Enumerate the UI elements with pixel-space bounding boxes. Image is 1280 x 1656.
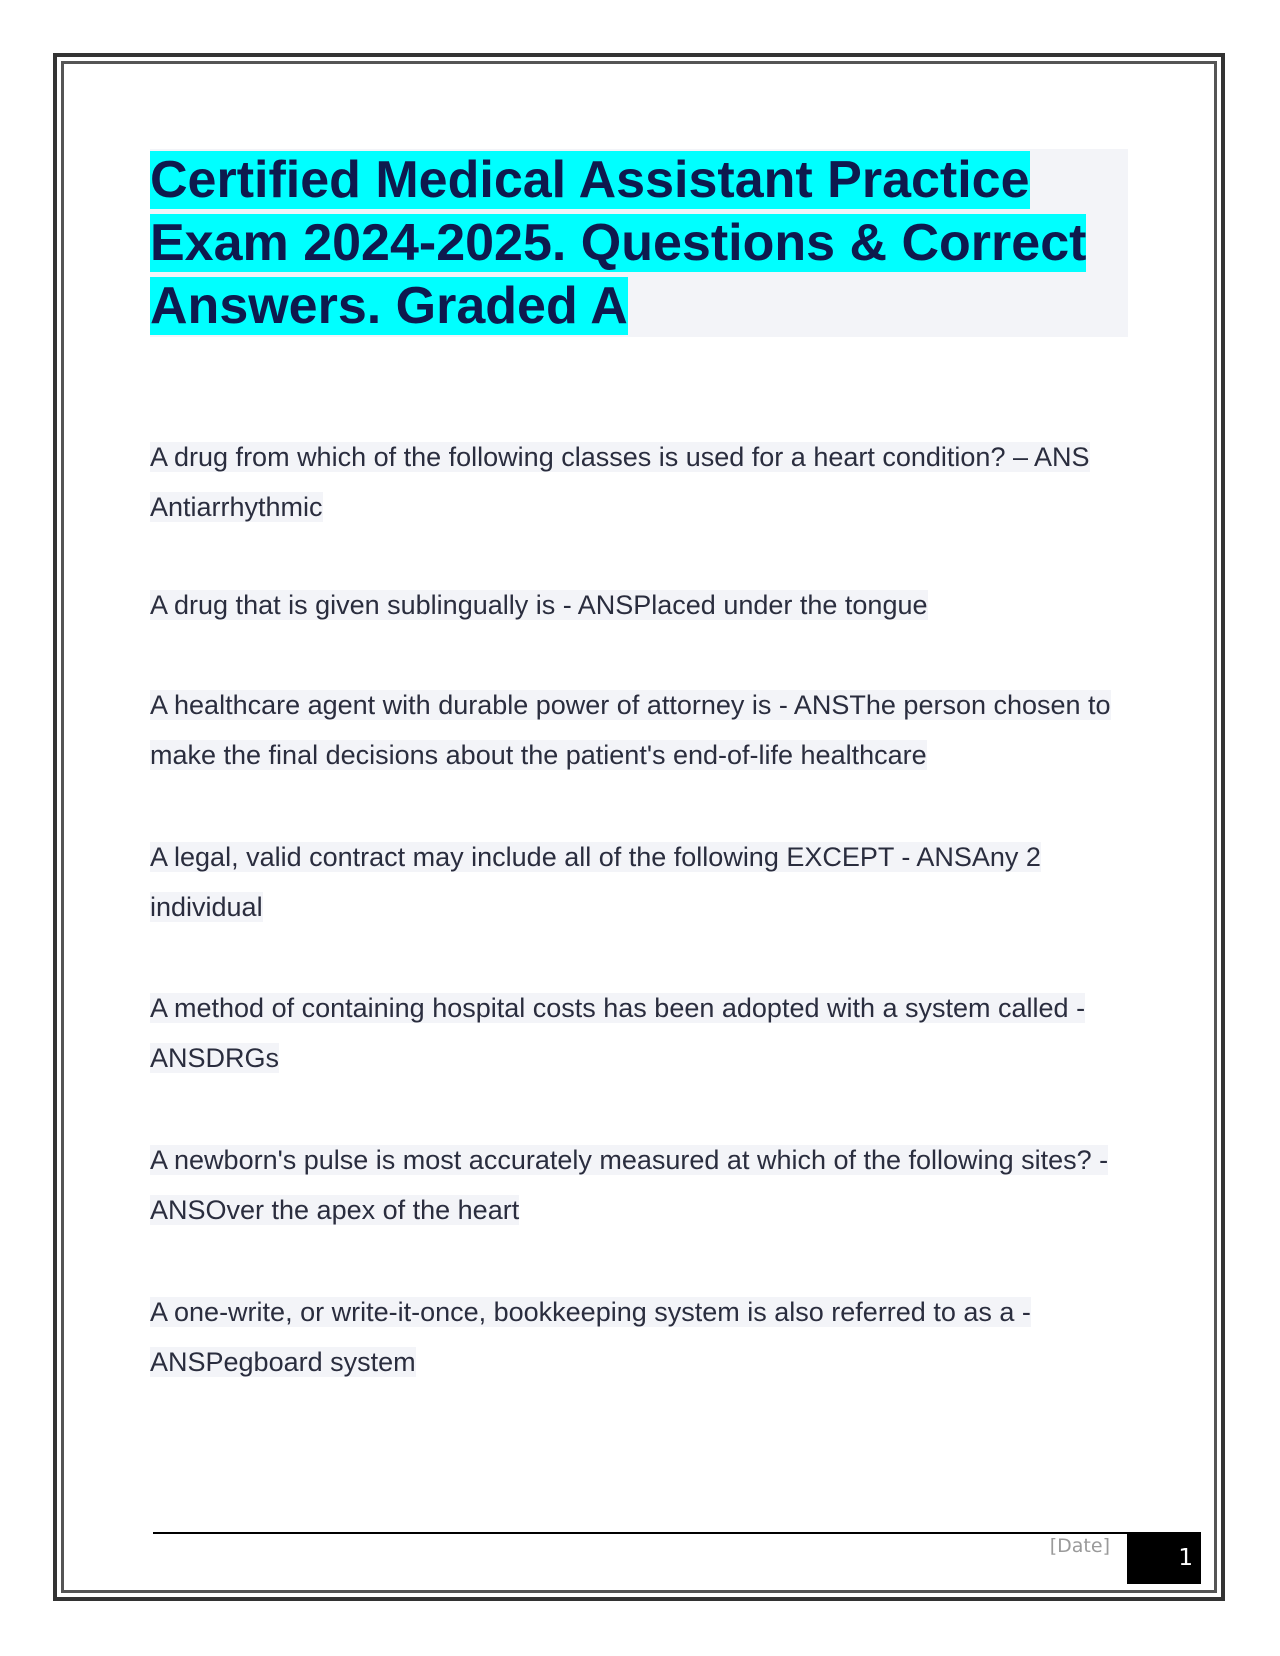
document-title (150, 149, 1128, 338)
qa-item-text: A legal, valid contract may include all of the following EXCEPT - ANSAny 2 individual (150, 842, 1041, 922)
page-number: 1 (1178, 1545, 1193, 1571)
qa-item-text: A drug from which of the following classes is used for a heart condition? – ANS Antiarrhythmic (150, 442, 1090, 522)
qa-item (150, 1135, 1130, 1235)
qa-item-text: A newborn's pulse is most accurately measured at which of the following sites? - ANSOver the apex of the heart (150, 1145, 1109, 1225)
qa-item-text: A healthcare agent with durable power of attorney is - ANSThe person chosen to make the final decisions about the patient's end-of-life healthcare (150, 690, 1111, 770)
qa-item-text: A one-write, or write-it-once, bookkeeping system is also referred to as a - ANSPegboard system (150, 1297, 1031, 1377)
qa-item (150, 580, 1130, 630)
qa-item (150, 832, 1130, 932)
document-title-text: Certified Medical Assistant Practice Exam 2024-2025. Questions & Correct Answers. Graded A (150, 151, 1087, 335)
page-number-box (1127, 1532, 1201, 1584)
qa-item (150, 432, 1130, 532)
qa-item (150, 983, 1130, 1083)
qa-item (150, 1287, 1130, 1387)
qa-item-text: A method of containing hospital costs has been adopted with a system called - ANSDRGs (150, 993, 1086, 1073)
qa-item-text: A drug that is given sublingually is - ANSPlaced under the tongue (150, 590, 928, 620)
footer-rule (153, 1532, 1130, 1534)
qa-item (150, 680, 1130, 780)
footer-date: [Date] (1049, 1535, 1110, 1557)
